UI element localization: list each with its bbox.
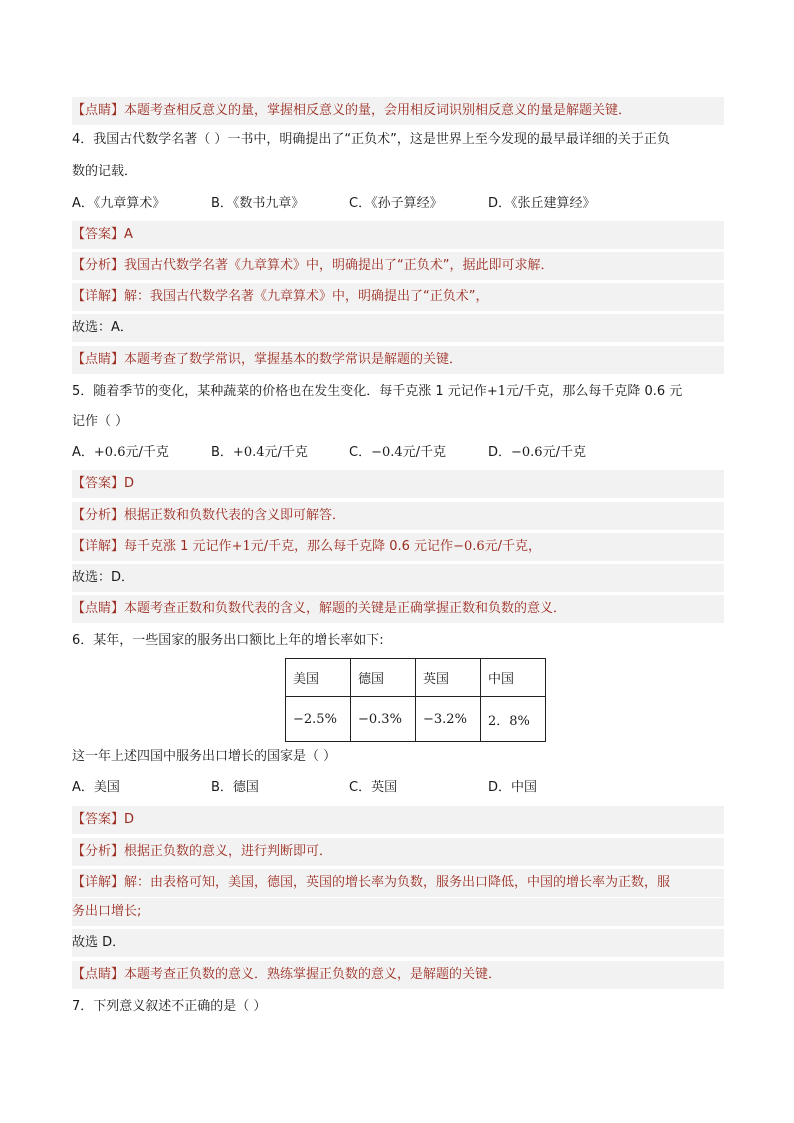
q5-choice: 故选：D．: [72, 564, 724, 592]
q4-detail: [72, 283, 724, 311]
comment-text: 本题考查了数学常识，掌握基本的数学常识是解题的关键．: [124, 352, 463, 367]
q5-stem-line1: [72, 378, 724, 406]
q6-detail-line2: [72, 898, 724, 926]
table-cell: −0.3%: [351, 697, 416, 742]
option-math: −0.4: [371, 445, 403, 460]
q5-option-c[interactable]: [349, 440, 446, 466]
comment-label: 【点睛】: [72, 967, 125, 982]
q6-option-d[interactable]: D．中国: [488, 780, 538, 795]
q5-detail: [72, 533, 724, 561]
q6-question-line: 这一年上述四国中服务出口增长的国家是（ ）: [72, 749, 337, 764]
table-row: [286, 697, 546, 742]
option-label: D．: [488, 445, 512, 460]
option-label: A．: [72, 445, 94, 460]
option-label: C．: [349, 445, 372, 460]
analysis-label: 【分析】: [72, 508, 125, 523]
q6-stem-line1: 6．某年，一些国家的服务出口额比上年的增长率如下:: [72, 633, 384, 648]
table-header-cell: 美国: [286, 659, 351, 697]
option-math: +0.4: [232, 445, 265, 460]
answer-text: D: [124, 476, 135, 491]
q5-stem-text-a: 5．随着季节的变化，某种蔬菜的价格也在发生变化．每千克涨 1 元记作: [72, 384, 487, 399]
option-unit: 元/千克: [264, 445, 308, 460]
detail-label: 【详解】: [72, 289, 125, 304]
analysis-text: 根据正负数的意义，进行判断即可．: [124, 844, 333, 859]
option-unit: 元/千克: [125, 445, 169, 460]
q5-stem-math: +1: [486, 384, 506, 399]
q4-option-a[interactable]: A．《九章算术》: [72, 196, 166, 211]
q4-option-b[interactable]: B．《数书九章》: [211, 196, 305, 211]
growth-rate-table: [285, 658, 546, 742]
table-cell: −2.5%: [286, 697, 351, 742]
comment-text: 本题考查相反意义的量，掌握相反意义的量，会用相反词识别相反意义的量是解题关键．: [124, 103, 632, 118]
option-math: +0.6: [93, 445, 126, 460]
q5-option-b[interactable]: [211, 440, 308, 466]
q4-answer: [72, 221, 724, 249]
comment-text: 本题考查正数和负数代表的含义，解题的关键是正确掌握正数和负数的意义．: [124, 601, 567, 616]
detail-text: 解：我国古代数学名著《九章算术》中，明确提出了“正负术”，: [124, 289, 489, 304]
table-header-cell: 英国: [416, 659, 481, 697]
q6-option-a[interactable]: A．美国: [72, 780, 120, 795]
option-unit: 元/千克: [542, 445, 586, 460]
q4-stem-line1: 4．我国古代数学名著（ ）一书中，明确提出了“正负术”，这是世界上至今发现的最早最详细的关于正负: [72, 132, 670, 147]
comment-label: 【点睛】: [72, 352, 125, 367]
detail-text: 解：由表格可知，美国，德国，英国的增长率为负数，服务出口降低，中国的增长率为正数，服: [124, 875, 671, 890]
q5-comment: [72, 595, 724, 623]
answer-text: A: [124, 227, 133, 242]
q3-comment: [72, 97, 724, 125]
table-cell: 2．8%: [481, 697, 546, 742]
analysis-text: 我国古代数学名著《九章算术》中，明确提出了“正负术”，据此即可求解．: [124, 258, 554, 273]
option-math: −0.6: [511, 445, 543, 460]
q5-stem-text-b: 元/千克，那么每千克降 0.6 元: [505, 384, 683, 399]
q5-stem-line2: 记作（ ）: [72, 414, 129, 429]
q6-choice: 故选 D．: [72, 929, 724, 957]
q5-option-a[interactable]: [72, 440, 169, 466]
q6-answer: [72, 806, 724, 834]
q5-options: [72, 440, 724, 466]
q6-detail-line1: [72, 869, 724, 897]
option-label: B．: [211, 445, 233, 460]
analysis-label: 【分析】: [72, 258, 125, 273]
answer-text: D: [124, 812, 135, 827]
detail-math-1: +1: [231, 539, 251, 554]
q4-analysis: [72, 252, 724, 280]
q6-option-b[interactable]: B．德国: [211, 780, 259, 795]
q6-option-c[interactable]: C．英国: [349, 780, 398, 795]
answer-label: 【答案】: [72, 227, 125, 242]
q6-options: [72, 775, 724, 801]
answer-label: 【答案】: [72, 476, 125, 491]
comment-label: 【点睛】: [72, 601, 125, 616]
table-header-row: [286, 659, 546, 697]
analysis-text: 根据正数和负数代表的含义即可解答．: [124, 508, 346, 523]
q4-options: [72, 191, 724, 217]
option-unit: 元/千克: [402, 445, 447, 460]
table-header-cell: 中国: [481, 659, 546, 697]
detail-math-2: −0.6: [453, 539, 485, 554]
detail-text-a: 每千克涨 1 元记作: [124, 539, 232, 554]
detail-label: 【详解】: [72, 875, 125, 890]
q4-choice: 故选：A．: [72, 314, 724, 342]
detail-text-b: 元/千克，那么每千克降 0.6 元记作: [250, 539, 454, 554]
analysis-label: 【分析】: [72, 844, 125, 859]
q5-option-d[interactable]: [488, 440, 586, 466]
detail-text: 务出口增长;: [72, 904, 142, 919]
q4-stem-line2: 数的记载．: [72, 164, 138, 179]
comment-text: 本题考查正负数的意义．熟练掌握正负数的意义，是解题的关键．: [124, 967, 502, 982]
detail-label: 【详解】: [72, 539, 125, 554]
q4-comment: [72, 346, 724, 374]
table-cell: −3.2%: [416, 697, 481, 742]
q7-stem-line1: 7．下列意义叙述不正确的是（ ）: [72, 999, 267, 1014]
q4-option-d[interactable]: D．《张丘建算经》: [488, 196, 596, 211]
q5-answer: [72, 470, 724, 498]
detail-text-c: 元/千克，: [484, 539, 542, 554]
comment-label: 【点睛】: [72, 103, 125, 118]
q6-analysis: [72, 838, 724, 866]
q5-analysis: [72, 502, 724, 530]
q4-option-c[interactable]: C．《孙子算经》: [349, 196, 443, 211]
q6-comment: [72, 961, 724, 989]
answer-label: 【答案】: [72, 812, 125, 827]
table-header-cell: 德国: [351, 659, 416, 697]
